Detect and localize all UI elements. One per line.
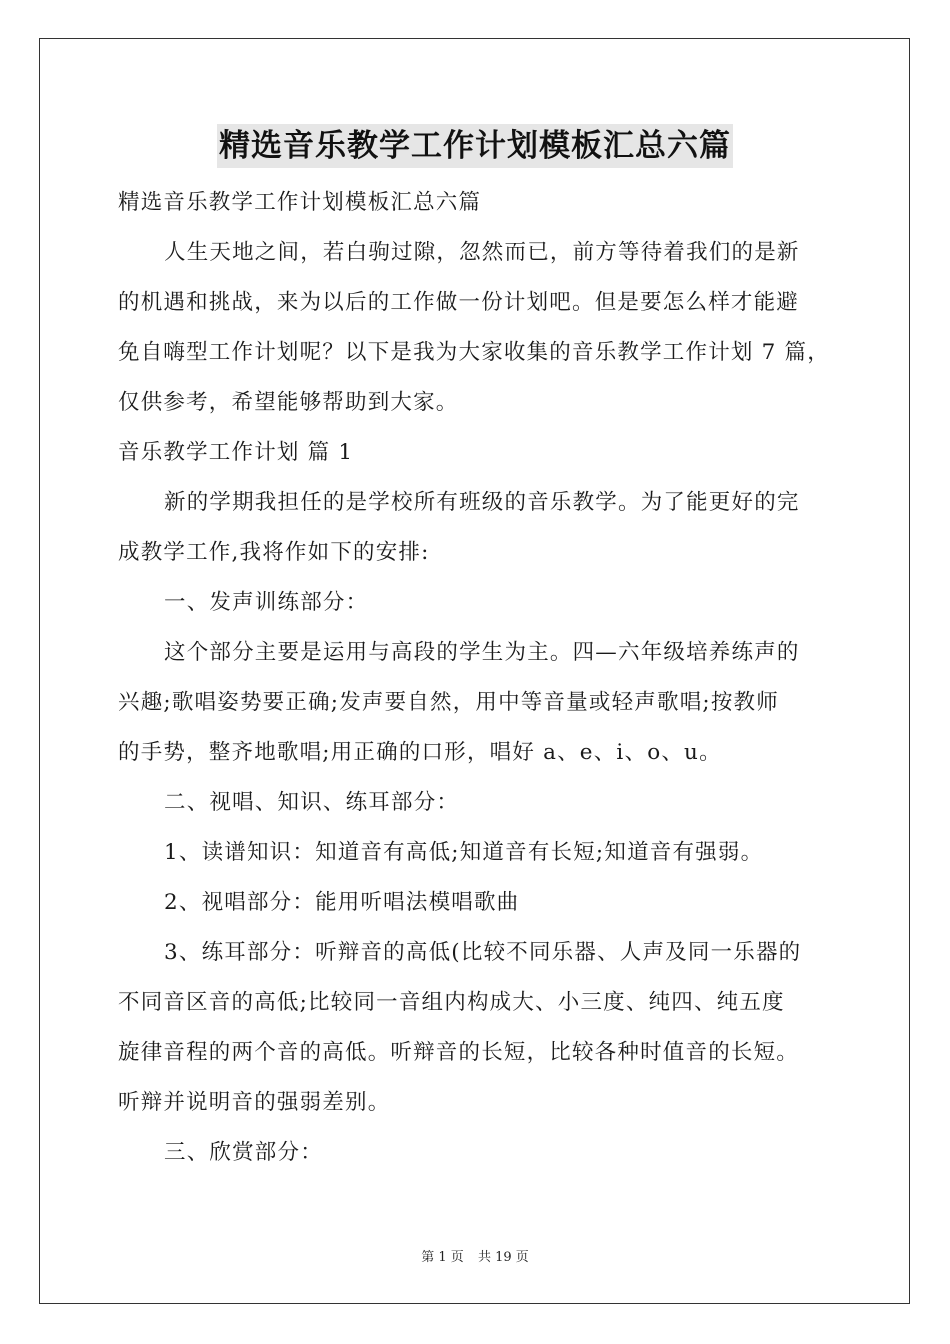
text-line: 的手势，整齐地歌唱;用正确的口形，唱好 a、e、i、o、u。	[118, 740, 722, 765]
page-total: 共 19 页	[477, 1250, 529, 1265]
document-body	[118, 178, 838, 1178]
text-line: 仅供参考，希望能够帮助到大家。	[118, 390, 459, 415]
text-line: 旋律音程的两个音的高低。听辩音的长短，比较各种时值音的长短。	[118, 1040, 800, 1065]
text-line: 新的学期我担任的是学校所有班级的音乐教学。为了能更好的完	[164, 490, 800, 515]
text-line: 音乐教学工作计划 篇 1	[118, 440, 354, 465]
text-line: 精选音乐教学工作计划模板汇总六篇	[118, 190, 482, 215]
text-line: 1、读谱知识：知道音有高低;知道音有长短;知道音有强弱。	[164, 840, 764, 865]
page-number: 第 1 页	[421, 1250, 464, 1265]
text-line: 成教学工作,我将作如下的安排:	[118, 540, 430, 565]
text-line: 2、视唱部分：能用听唱法模唱歌曲	[164, 890, 520, 915]
text-line: 二、视唱、知识、练耳部分：	[164, 790, 460, 815]
document-title: 精选音乐教学工作计划模板汇总六篇	[217, 124, 733, 168]
text-line: 三、欣赏部分：	[164, 1140, 323, 1165]
page-footer	[0, 1246, 950, 1265]
text-line: 一、发声训练部分：	[164, 590, 369, 615]
text-line: 的机遇和挑战，来为以后的工作做一份计划吧。但是要怎么样才能避	[118, 290, 800, 315]
text-line: 兴趣;歌唱姿势要正确;发声要自然，用中等音量或轻声歌唱;按教师	[118, 690, 779, 715]
text-line: 这个部分主要是运用与高段的学生为主。四—六年级培养练声的	[164, 640, 800, 665]
text-line: 免自嗨型工作计划呢？以下是我为大家收集的音乐教学工作计划 7 篇，	[118, 340, 830, 365]
text-line: 听辩并说明音的强弱差别。	[118, 1090, 391, 1115]
text-line: 人生天地之间，若白驹过隙，忽然而已，前方等待着我们的是新	[164, 240, 800, 265]
text-line: 3、练耳部分：听辩音的高低(比较不同乐器、人声及同一乐器的	[164, 940, 802, 965]
title-container	[0, 124, 950, 168]
text-line: 不同音区音的高低;比较同一音组内构成大、小三度、纯四、纯五度	[118, 990, 785, 1015]
